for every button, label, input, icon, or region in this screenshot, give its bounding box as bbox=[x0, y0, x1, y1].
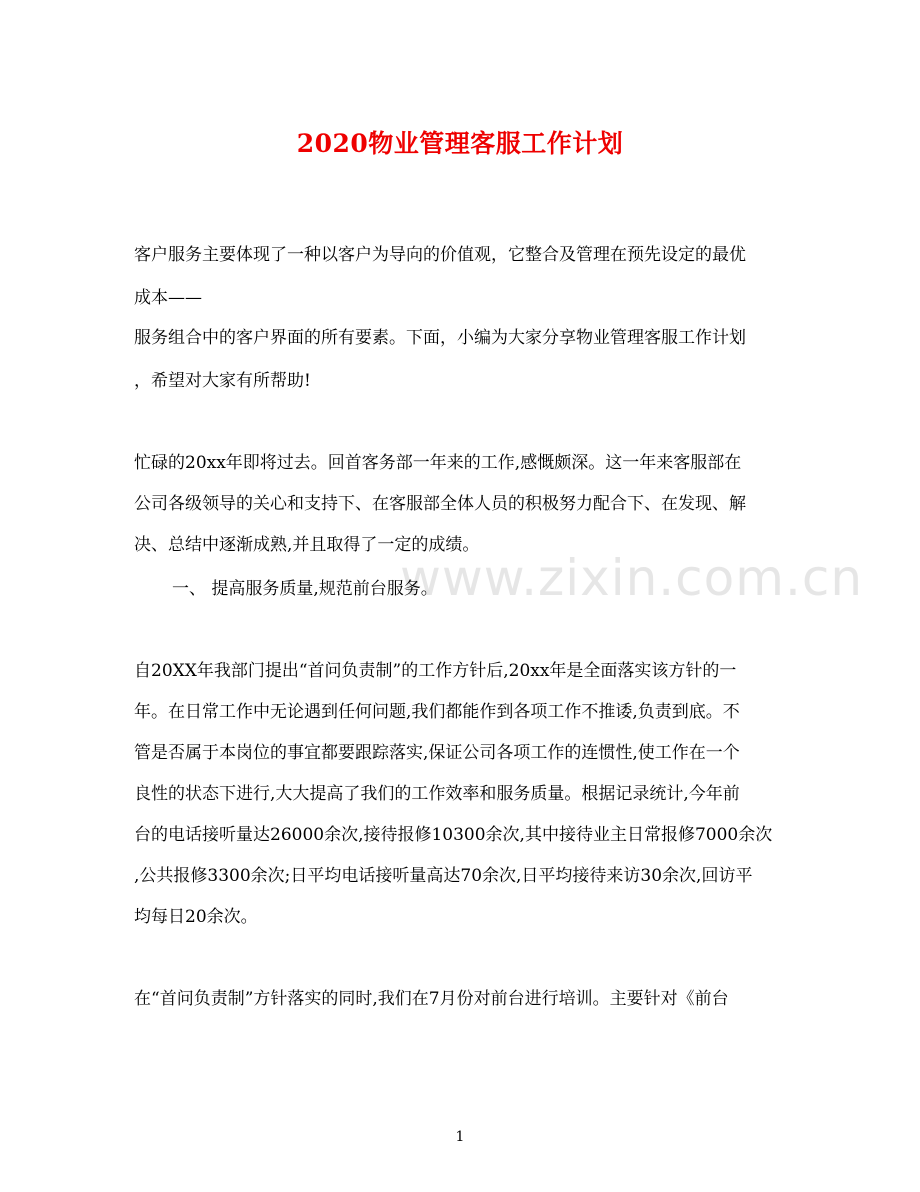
text-line: 决、总结中逐渐成熟,并且取得了一定的成绩。 bbox=[134, 535, 480, 555]
page-number: 1 bbox=[455, 1129, 465, 1145]
text-line: 服务组合中的客户界面的所有要素。下面，小编为大家分享物业管理客服工作计划 bbox=[134, 328, 746, 348]
watermark: www.zixin.com.cn bbox=[400, 549, 864, 607]
text-line: 年。在日常工作中无论遇到任何问题,我们都能作到各项工作不推诿,负责到底。不 bbox=[134, 702, 740, 722]
text-line: 公司各级领导的关心和支持下、在客服部全体人员的积极努力配合下、在发现、解 bbox=[134, 494, 746, 514]
text-line: 忙碌的20xx年即将过去。回首客务部一年来的工作,感慨颇深。这一年来客服部在 bbox=[134, 453, 742, 473]
text-line: 在“首问负责制”方针落实的同时,我们在7月份对前台进行培训。主要针对《前台 bbox=[134, 989, 729, 1009]
text-line: ，希望对大家有所帮助! bbox=[134, 371, 311, 391]
text-line: 均每日20余次。 bbox=[134, 907, 258, 927]
text-line: 管是否属于本岗位的事宜都要跟踪落实,保证公司各项工作的连惯性,使工作在一个 bbox=[134, 743, 740, 763]
section-heading: 一、 提高服务质量,规范前台服务。 bbox=[172, 579, 438, 599]
text-line: 良性的状态下进行,大大提高了我们的工作效率和服务质量。根据记录统计,今年前 bbox=[134, 784, 740, 804]
document-title: 2020物业管理客服工作计划 bbox=[296, 129, 624, 158]
text-line: 台的电话接听量达26000余次,接待报修10300余次,其中接待业主日常报修7000余次 bbox=[134, 825, 773, 845]
text-line: 客户服务主要体现了一种以客户为导向的价值观，它整合及管理在预先设定的最优 bbox=[134, 245, 746, 265]
text-line: 成本—— bbox=[134, 288, 202, 308]
text-line: 自20XX年我部门提出“首问负责制”的工作方针后,20xx年是全面落实该方针的一 bbox=[134, 661, 737, 681]
text-line: ,公共报修3300余次;日平均电话接听量高达70余次,日平均接待来访30余次,回访平 bbox=[134, 866, 753, 886]
